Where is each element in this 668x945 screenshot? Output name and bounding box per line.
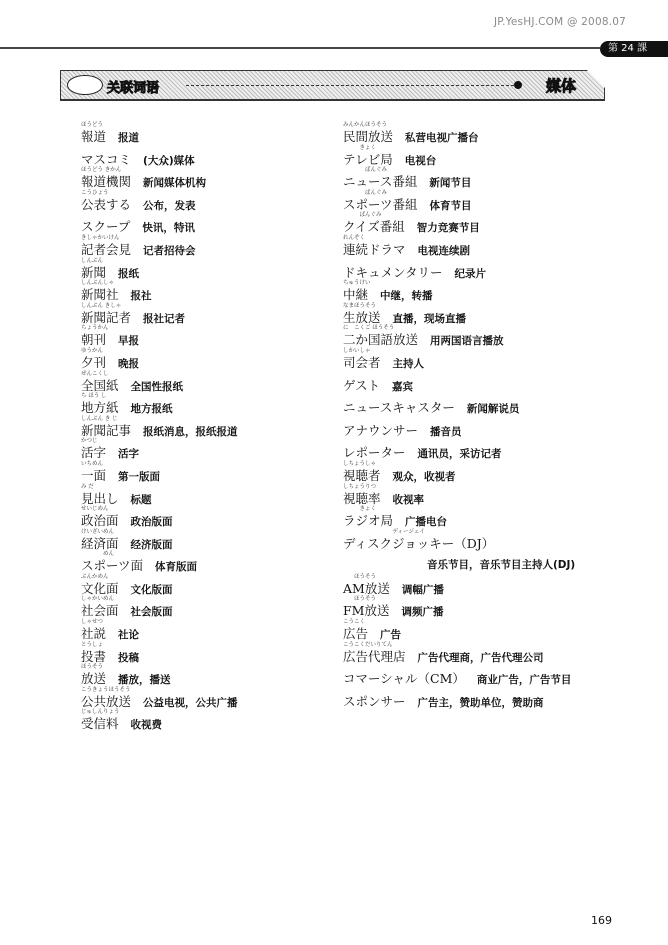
furigana: ばんぐみ (343, 189, 388, 196)
chinese-meaning: 电视连续剧 (417, 244, 471, 257)
japanese-word: スポンサー (343, 693, 406, 709)
entry-term (343, 353, 424, 371)
chinese-meaning: 通讯员，采访记者 (417, 448, 502, 461)
furigana: ぜんこくし (81, 370, 109, 377)
entry-term (81, 714, 162, 732)
chinese-meaning: 调频广播 (401, 606, 444, 619)
japanese-word: 連続ドラマ (343, 241, 406, 257)
japanese-word: 視聴率 (343, 490, 381, 506)
japanese-word: 視聴者 (343, 467, 381, 483)
entry-term (343, 692, 544, 710)
japanese-word: ニュースキャスター (343, 400, 455, 416)
chinese-meaning: 新闻媒体机构 (143, 177, 207, 190)
furigana: しんぶん きしゃ (81, 302, 122, 309)
furigana: こうこく (343, 619, 366, 626)
japanese-word: スクープ (81, 219, 131, 235)
chinese-meaning: 调幅广播 (401, 583, 444, 596)
chinese-meaning: 晚报 (118, 357, 140, 370)
furigana: み だ (81, 483, 94, 490)
chinese-meaning: 中继，转播 (380, 290, 433, 303)
folded-corner (587, 70, 605, 88)
section-banner (60, 70, 605, 99)
furigana: に こくご ほうそう (343, 325, 395, 332)
chinese-meaning: 投稿 (118, 651, 140, 664)
chinese-meaning: 商业广告，广告节目 (476, 674, 572, 687)
chinese-meaning: 第一版面 (118, 470, 161, 483)
japanese-word: 社会面 (81, 603, 119, 619)
entry-term (343, 647, 544, 665)
chinese-meaning: 记者招待会 (143, 244, 196, 257)
japanese-word: 文化面 (81, 580, 119, 596)
banner-underline (60, 99, 605, 101)
furigana: ほうそう (81, 664, 104, 671)
chinese-meaning: 政治版面 (130, 516, 173, 529)
entry-term (81, 127, 139, 145)
chinese-meaning: 用两国语言播放 (430, 335, 504, 348)
furigana: ゆうかん (81, 347, 104, 354)
furigana: ちょうかん (81, 325, 109, 332)
furigana: ち ほう し (81, 393, 107, 400)
chinese-meaning: 广告代理商，广告代理公司 (417, 651, 544, 664)
japanese-word: コマーシャル（CM） (343, 671, 465, 687)
chinese-meaning: 智力竞赛节目 (416, 222, 480, 235)
japanese-word: 広告代理店 (343, 648, 406, 664)
japanese-word: アナウンサー (343, 422, 419, 438)
entry-term (343, 398, 519, 416)
furigana: けいざいめん (81, 528, 115, 535)
chinese-meaning: 地方报纸 (130, 403, 173, 416)
chinese-meaning: 广告 (380, 629, 402, 642)
japanese-word: 公共放送 (81, 693, 132, 709)
japanese-word: 記者会見 (81, 241, 132, 257)
chinese-meaning: 文化版面 (130, 583, 173, 596)
chinese-meaning: 公益电视，公共广播 (143, 696, 238, 709)
lesson-tab: 第 24 課 (600, 41, 668, 57)
chinese-meaning: 社会版面 (130, 606, 173, 619)
japanese-word: 受信料 (81, 716, 119, 732)
japanese-word: クイズ番組 (343, 219, 405, 235)
japanese-word: 新聞社 (81, 287, 119, 303)
chinese-meaning: 报道 (118, 132, 140, 144)
chinese-meaning: 新闻节目 (429, 177, 472, 190)
furigana: じゅしんりょう (81, 709, 120, 716)
japanese-word: 一面 (81, 467, 107, 483)
chinese-meaning: 电视台 (404, 154, 437, 167)
chinese-meaning: 报纸 (118, 267, 140, 280)
japanese-word: 新聞 (81, 264, 107, 280)
chinese-meaning: 收视费 (130, 719, 163, 732)
furigana: かつじ (81, 438, 98, 445)
entry-term (343, 534, 506, 552)
furigana: ちゅうけい (343, 280, 371, 287)
chinese-meaning: 公布，发表 (143, 199, 196, 212)
furigana: めん (81, 551, 115, 558)
chinese-meaning: (大众)媒体 (143, 154, 195, 167)
chinese-meaning: 体育版面 (155, 561, 198, 574)
japanese-word: 報道 (81, 129, 107, 144)
furigana: ほうそう (343, 573, 377, 580)
entry-term (343, 421, 462, 439)
furigana: きしゃかいけん (81, 234, 120, 241)
entry-term (343, 556, 575, 572)
chinese-meaning: 广播电台 (405, 516, 448, 529)
chinese-meaning: 体育节目 (429, 199, 472, 212)
furigana: ディージェイ (343, 528, 425, 535)
chinese-meaning: 嘉宾 (392, 380, 414, 393)
japanese-word: レポーター (343, 445, 406, 461)
japanese-word: ゲスト (343, 377, 381, 393)
furigana: ほうどう (81, 122, 104, 128)
japanese-word: スポーツ面 (81, 558, 144, 574)
japanese-word: 政治面 (81, 513, 119, 529)
japanese-word: スポーツ番組 (343, 196, 418, 212)
chinese-meaning: 经济版面 (130, 538, 173, 551)
japanese-word: 投書 (81, 648, 107, 664)
furigana: きょく (343, 144, 377, 151)
chinese-meaning: 全国性报纸 (130, 380, 184, 393)
japanese-word: 見出し (81, 490, 119, 506)
japanese-word: 地方紙 (81, 400, 119, 416)
japanese-word: ラジオ局 (343, 513, 394, 529)
chinese-meaning: 播音员 (430, 425, 462, 438)
chinese-meaning: 标题 (130, 493, 152, 506)
furigana: しんぶん (81, 257, 104, 264)
furigana: しかいしゃ (343, 347, 371, 354)
chinese-meaning: 音乐节目，音乐节目主持人(DJ) (427, 559, 576, 572)
japanese-word: 中継 (343, 287, 369, 303)
chinese-meaning: 社论 (118, 629, 140, 642)
chinese-meaning: 直播，现场直播 (392, 312, 467, 325)
furigana: しんぶん き じ (81, 415, 118, 422)
japanese-word: 経済面 (81, 535, 119, 551)
furigana: ぶんかめん (81, 573, 109, 580)
furigana: ほうそう (343, 596, 377, 603)
entry-term (81, 421, 238, 439)
furigana: れんぞく (343, 234, 366, 241)
furigana: しゃかいめん (81, 596, 115, 603)
japanese-word: 放送 (81, 671, 107, 687)
japanese-word: 朝刊 (81, 332, 107, 348)
speech-bubble-icon (67, 75, 103, 95)
furigana: しちょうりつ (343, 483, 377, 490)
chinese-meaning: 新闻解说员 (466, 403, 520, 416)
japanese-word: 公表する (81, 196, 132, 212)
bullet-dot-icon (514, 81, 522, 89)
entry-term (343, 376, 413, 394)
japanese-word: FM放送 (343, 603, 390, 619)
furigana: こうひょう (81, 189, 109, 196)
japanese-word: 民間放送 (343, 129, 394, 144)
furigana: みんかんほうそう (343, 122, 388, 128)
chinese-meaning: 报社 (130, 290, 152, 303)
japanese-word: 司会者 (343, 354, 381, 370)
furigana: しんぶんしゃ (81, 280, 115, 287)
japanese-word: テレビ局 (343, 151, 393, 167)
watermark: JP.YesHJ.COM @ 2008.07 (493, 16, 626, 28)
chinese-meaning: 纪录片 (454, 267, 487, 280)
furigana: こうこくだいりてん (343, 641, 393, 648)
chinese-meaning: 观众，收视者 (392, 470, 456, 483)
japanese-word: AM放送 (343, 580, 390, 596)
page-number: 169 (591, 914, 612, 927)
furigana: しゃせつ (81, 619, 104, 626)
japanese-word: 報道機関 (81, 174, 132, 190)
furigana: せいじめん (81, 506, 109, 513)
japanese-word: ディスクジョッキー（DJ） (343, 535, 495, 551)
furigana: しちょうしゃ (343, 460, 377, 467)
section-topic: 媒体 (545, 77, 576, 95)
chinese-meaning: 活字 (118, 448, 140, 461)
dotted-line (186, 85, 514, 86)
japanese-word: 社説 (81, 626, 107, 642)
japanese-word: 新聞記者 (81, 309, 132, 325)
japanese-word: 新聞記事 (81, 422, 132, 438)
japanese-word: 生放送 (343, 309, 381, 325)
japanese-word: ニュース番組 (343, 174, 418, 190)
chinese-meaning: 主持人 (392, 357, 425, 370)
japanese-word: マスコミ (81, 151, 132, 167)
chinese-meaning: 报纸消息，报纸报道 (143, 425, 238, 438)
entry-term (343, 669, 571, 687)
furigana: こうきょうほうそう (81, 686, 131, 693)
entry-term (81, 195, 196, 213)
furigana: なまほうそう (343, 302, 377, 309)
chinese-meaning: 收视率 (392, 493, 425, 506)
japanese-word: 全国紙 (81, 377, 119, 393)
header-rule (0, 47, 600, 49)
furigana: ばんぐみ (343, 167, 388, 174)
furigana: ほうどう きかん (81, 167, 122, 174)
chinese-meaning: 报社记者 (143, 312, 186, 325)
furigana: とうしょ (81, 641, 104, 648)
chinese-meaning: 私营电视广播台 (405, 132, 479, 144)
furigana: ばんぐみ (343, 212, 382, 219)
japanese-word: 広告 (343, 626, 369, 642)
japanese-word: 二か国語放送 (343, 332, 419, 348)
chinese-meaning: 播放，播送 (118, 674, 171, 687)
japanese-word: 夕刊 (81, 354, 107, 370)
chinese-meaning: 广告主，赞助单位，赞助商 (417, 696, 544, 709)
chinese-meaning: 快讯，特讯 (142, 222, 195, 235)
japanese-word: ドキュメンタリー (343, 264, 443, 280)
furigana: きょく (343, 506, 377, 513)
japanese-word: 活字 (81, 445, 107, 461)
chinese-meaning: 早报 (118, 335, 140, 348)
furigana: いちめん (81, 460, 104, 467)
entry-term (343, 240, 470, 258)
section-title: 关联词语 (107, 81, 160, 96)
